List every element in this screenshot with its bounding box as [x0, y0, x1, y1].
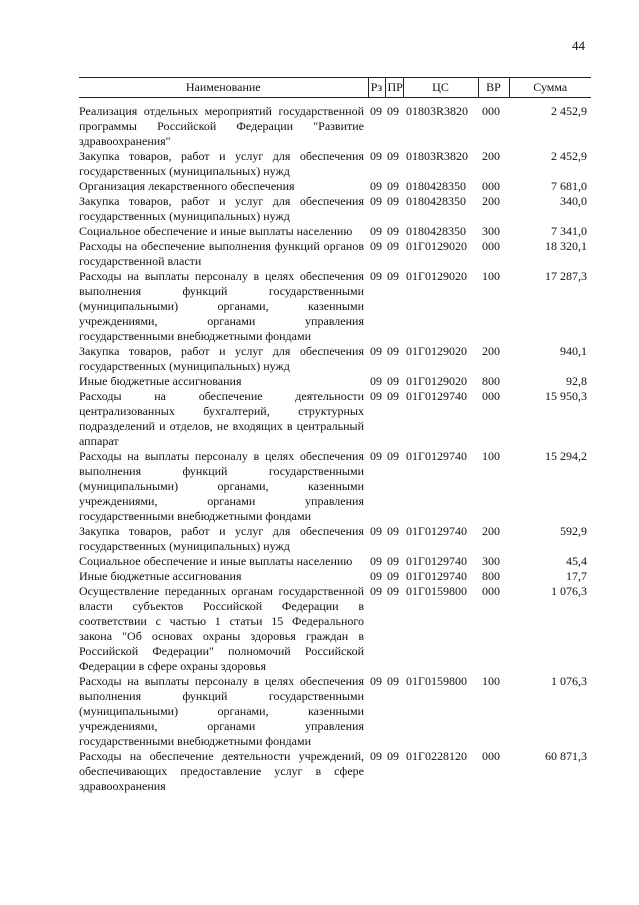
row-rz: 09	[370, 449, 382, 463]
row-name: Расходы на обеспечение деятельности учреждений, обеспечивающих предоставление услуг в сфере здравоохранения	[79, 749, 364, 793]
row-cs: 01Г0129740	[406, 389, 467, 403]
row-pr: 09	[387, 389, 399, 403]
row-vr: 000	[482, 749, 500, 763]
row-sum: 340,0	[560, 194, 587, 208]
table-row	[79, 224, 591, 239]
row-rz: 09	[370, 149, 382, 163]
row-name: Закупка товаров, работ и услуг для обеспечения государственных (муниципальных) нужд	[79, 524, 364, 553]
row-cs: 01Г0129020	[406, 374, 467, 388]
row-sum: 7 341,0	[551, 224, 587, 238]
row-vr: 800	[482, 374, 500, 388]
row-name: Закупка товаров, работ и услуг для обеспечения государственных (муниципальных) нужд	[79, 194, 364, 223]
row-pr: 09	[387, 749, 399, 763]
row-pr: 09	[387, 584, 399, 598]
row-cs: 01Г0159800	[406, 584, 467, 598]
table-row	[79, 554, 591, 569]
row-sum: 18 320,1	[545, 239, 587, 253]
row-sum: 45,4	[566, 554, 587, 568]
table-row	[79, 149, 591, 179]
row-rz: 09	[370, 194, 382, 208]
table-row	[79, 374, 591, 389]
table-row	[79, 569, 591, 584]
table-row	[79, 179, 591, 194]
budget-table	[79, 77, 591, 794]
table-row	[79, 239, 591, 269]
row-vr: 200	[482, 149, 500, 163]
row-sum: 17,7	[566, 569, 587, 583]
row-name: Расходы на обеспечение выполнения функций органов государственной власти	[79, 239, 364, 268]
row-cs: 0180428350	[406, 194, 466, 208]
row-cs: 0180428350	[406, 224, 466, 238]
row-sum: 1 076,3	[551, 584, 587, 598]
row-cs: 01Г0129020	[406, 239, 467, 253]
row-sum: 1 076,3	[551, 674, 587, 688]
row-pr: 09	[387, 449, 399, 463]
page-number: 44	[572, 38, 585, 53]
row-cs: 01Г0129020	[406, 344, 467, 358]
row-rz: 09	[370, 674, 382, 688]
row-vr: 000	[482, 104, 500, 118]
row-cs: 01Г0129740	[406, 569, 467, 583]
table-header	[79, 78, 591, 98]
header-pr: ПР	[385, 78, 403, 98]
row-name: Социальное обеспечение и иные выплаты населению	[79, 554, 353, 568]
row-name: Социальное обеспечение и иные выплаты населению	[79, 224, 353, 238]
row-sum: 17 287,3	[545, 269, 587, 283]
row-name: Иные бюджетные ассигнования	[79, 374, 242, 388]
row-rz: 09	[370, 269, 382, 283]
row-name: Расходы на выплаты персоналу в целях обеспечения выполнения функций государственными (муниципальными) органами, казенными учреждениями, органами управления государственными внебюджетными фондами	[79, 674, 364, 748]
row-cs: 01Г0129740	[406, 554, 467, 568]
row-pr: 09	[387, 239, 399, 253]
row-pr: 09	[387, 374, 399, 388]
table-body	[79, 98, 591, 795]
row-rz: 09	[370, 569, 382, 583]
row-rz: 09	[370, 749, 382, 763]
header-vr: ВР	[478, 78, 509, 98]
table-row	[79, 449, 591, 524]
row-sum: 2 452,9	[551, 104, 587, 118]
row-rz: 09	[370, 554, 382, 568]
row-sum: 7 681,0	[551, 179, 587, 193]
row-name: Осуществление переданных органам государственной власти субъектов Российской Федерации в соответствии с частью 1 статьи 15 Федерального закона "Об основах охраны здоровья граждан в Российской Федерации" полномочий Российской Федерации в сфере охраны здоровья	[79, 584, 364, 673]
row-pr: 09	[387, 104, 399, 118]
row-cs: 01Г0129740	[406, 524, 467, 538]
row-sum: 592,9	[560, 524, 587, 538]
row-cs: 01803R3820	[406, 149, 469, 163]
row-vr: 200	[482, 344, 500, 358]
row-name: Расходы на выплаты персоналу в целях обеспечения выполнения функций государственными (муниципальными) органами, казенными учреждениями, органами управления государственными внебюджетными фондами	[79, 269, 364, 343]
row-vr: 200	[482, 524, 500, 538]
row-vr: 100	[482, 674, 500, 688]
row-sum: 92,8	[566, 374, 587, 388]
row-vr: 000	[482, 389, 500, 403]
row-name: Расходы на выплаты персоналу в целях обеспечения выполнения функций государственными (муниципальными) органами, казенными учреждениями, органами управления государственными внебюджетными фондами	[79, 449, 364, 523]
row-sum: 15 950,3	[545, 389, 587, 403]
table-row	[79, 98, 591, 150]
row-pr: 09	[387, 179, 399, 193]
row-name: Закупка товаров, работ и услуг для обеспечения государственных (муниципальных) нужд	[79, 149, 364, 178]
row-pr: 09	[387, 149, 399, 163]
row-pr: 09	[387, 269, 399, 283]
row-cs: 01Г0228120	[406, 749, 467, 763]
row-pr: 09	[387, 569, 399, 583]
row-cs: 0180428350	[406, 179, 466, 193]
row-cs: 01Г0159800	[406, 674, 467, 688]
table-row	[79, 344, 591, 374]
table-row	[79, 674, 591, 749]
row-pr: 09	[387, 194, 399, 208]
row-rz: 09	[370, 344, 382, 358]
row-name: Реализация отдельных мероприятий государственной программы Российской Федерации "Развитие здравоохранения"	[79, 104, 364, 148]
row-pr: 09	[387, 524, 399, 538]
row-pr: 09	[387, 554, 399, 568]
row-rz: 09	[370, 104, 382, 118]
row-name: Закупка товаров, работ и услуг для обеспечения государственных (муниципальных) нужд	[79, 344, 364, 373]
row-pr: 09	[387, 224, 399, 238]
row-vr: 300	[482, 554, 500, 568]
row-rz: 09	[370, 239, 382, 253]
row-cs: 01Г0129020	[406, 269, 467, 283]
row-rz: 09	[370, 389, 382, 403]
header-row	[79, 78, 591, 98]
table-row	[79, 749, 591, 794]
row-vr: 100	[482, 449, 500, 463]
table-row	[79, 524, 591, 554]
row-vr: 200	[482, 194, 500, 208]
row-sum: 60 871,3	[545, 749, 587, 763]
row-name: Расходы на обеспечение деятельности централизованных бухгалтерий, структурных подразделений и отделов, не входящих в центральный аппарат	[79, 389, 364, 448]
row-sum: 940,1	[560, 344, 587, 358]
row-rz: 09	[370, 224, 382, 238]
row-vr: 000	[482, 239, 500, 253]
row-cs: 01Г0129740	[406, 449, 467, 463]
row-rz: 09	[370, 584, 382, 598]
table-row	[79, 584, 591, 674]
row-pr: 09	[387, 674, 399, 688]
table-row	[79, 269, 591, 344]
row-sum: 15 294,2	[545, 449, 587, 463]
header-name: Наименование	[79, 78, 368, 98]
row-vr: 800	[482, 569, 500, 583]
row-vr: 000	[482, 584, 500, 598]
row-pr: 09	[387, 344, 399, 358]
row-vr: 100	[482, 269, 500, 283]
header-rz: Рз	[368, 78, 385, 98]
header-sum: Сумма	[509, 78, 591, 98]
row-vr: 300	[482, 224, 500, 238]
row-vr: 000	[482, 179, 500, 193]
header-cs: ЦС	[403, 78, 478, 98]
row-name: Иные бюджетные ассигнования	[79, 569, 242, 583]
row-rz: 09	[370, 374, 382, 388]
row-rz: 09	[370, 524, 382, 538]
row-name: Организация лекарственного обеспечения	[79, 179, 295, 193]
row-cs: 01803R3820	[406, 104, 469, 118]
row-rz: 09	[370, 179, 382, 193]
table-row	[79, 389, 591, 449]
row-sum: 2 452,9	[551, 149, 587, 163]
table-row	[79, 194, 591, 224]
